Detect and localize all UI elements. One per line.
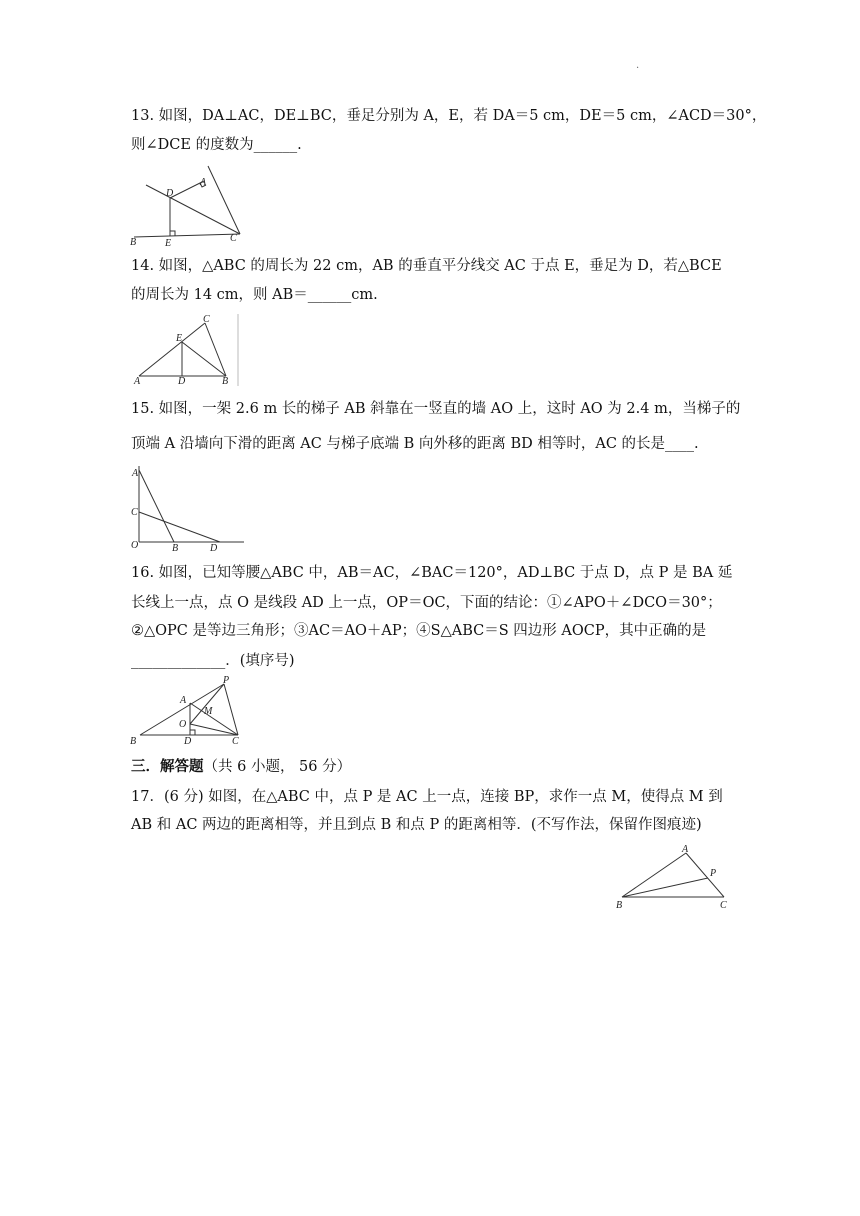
q16-label-c: C xyxy=(232,736,239,747)
q15-label-c: C xyxy=(131,507,138,518)
q16-line4: _____________．(填序号) xyxy=(131,653,295,669)
q16-label-p: P xyxy=(223,675,230,686)
q16-label-b: B xyxy=(130,736,137,747)
q14-label-b: B xyxy=(222,376,229,387)
q17-label-c: C xyxy=(720,900,727,911)
q16-segment-op xyxy=(190,684,224,724)
q17-segment-bp xyxy=(622,878,708,897)
q16-label-d: D xyxy=(184,736,192,747)
q17-line2: AB 和 AC 两边的距离相等，并且到点 B 和点 P 的距离相等．(不写作法，保留作图痕迹) xyxy=(131,817,702,833)
q15-ladder-cd xyxy=(139,512,220,542)
q14-figure xyxy=(126,312,240,388)
q13-line-ac xyxy=(208,166,240,234)
q14-line1: 14. 如图，△ABC 的周长为 22 cm，AB 的垂直平分线交 AC 于点 E，垂足为 D，若△BCE xyxy=(131,258,722,274)
section3-detail: （共 6 小题， 56 分） xyxy=(203,759,352,775)
q14-segment-ac xyxy=(139,323,205,376)
q17-figure xyxy=(612,840,734,914)
header-dot: . xyxy=(636,60,640,71)
q14-label-d: D xyxy=(178,376,186,387)
q16-line1: 16. 如图，已知等腰△ABC 中，AB＝AC，∠BAC＝120°，AD⊥BC 于点 D，点 P 是 BA 延 xyxy=(131,565,733,581)
q16-label-m: M xyxy=(204,706,213,717)
q15-label-a: A xyxy=(132,468,139,479)
q13-label-a: A xyxy=(200,177,207,188)
q13-right-angle-e xyxy=(170,231,175,236)
q13-figure xyxy=(126,166,246,248)
q13-label-c: C xyxy=(230,233,237,244)
q13-label-b: B xyxy=(130,237,137,248)
q13-line-through-d-c xyxy=(146,185,240,234)
q15-ladder-ab xyxy=(139,470,174,542)
q16-figure xyxy=(126,672,250,750)
q17-label-b: B xyxy=(616,900,623,911)
q16-label-o: O xyxy=(179,719,187,730)
q17-segment-ac xyxy=(686,853,724,897)
q14-label-a: A xyxy=(134,376,141,387)
q16-line3: ②△OPC 是等边三角形；③AC＝AO＋AP；④S△ABC＝S 四边形 AOCP，其中正确的是 xyxy=(131,623,707,639)
q15-line2: 顶端 A 沿墙向下滑的距离 AC 与梯子底端 B 向外移的距离 BD 相等时，AC 的长是____. xyxy=(131,436,699,452)
q13-line2: 则∠DCE 的度数为______. xyxy=(131,137,302,153)
q13-line-bc xyxy=(134,234,240,237)
q17-line1: 17．(6 分) 如图，在△ABC 中，点 P 是 AC 上一点，连接 BP，求作一点 M，使得点 M 到 xyxy=(131,789,723,805)
q15-label-o: O xyxy=(131,540,139,551)
q17-label-a: A xyxy=(682,844,689,855)
q16-segment-oc xyxy=(190,724,238,735)
q15-label-d: D xyxy=(210,543,218,554)
q15-figure xyxy=(126,458,250,554)
q15-label-b: B xyxy=(172,543,179,554)
q15-line1: 15. 如图，一架 2.6 m 长的梯子 AB 斜靠在一竖直的墙 AO 上，这时 AO 为 2.4 m，当梯子的 xyxy=(131,401,741,417)
q16-right-angle-d xyxy=(190,730,195,735)
section3-heading-line xyxy=(131,757,351,777)
q14-line2: 的周长为 14 cm，则 AB＝______cm. xyxy=(131,287,378,303)
section3-heading: 三．解答题 xyxy=(131,758,204,775)
q17-label-p: P xyxy=(710,868,717,879)
q13-label-d: D xyxy=(166,188,174,199)
q13-segment-da xyxy=(170,181,204,198)
q16-label-a: A xyxy=(180,695,187,706)
q14-label-e: E xyxy=(176,333,183,344)
q14-label-c: C xyxy=(203,314,210,325)
q16-line2: 长线上一点，点 O 是线段 AD 上一点，OP＝OC，下面的结论：①∠APO＋∠DCO＝30°； xyxy=(131,595,722,611)
q13-label-e: E xyxy=(165,238,172,249)
q13-line1: 13. 如图，DA⊥AC，DE⊥BC，垂足分别为 A，E，若 DA＝5 cm，DE＝5 cm，∠ACD＝30°， xyxy=(131,108,767,124)
